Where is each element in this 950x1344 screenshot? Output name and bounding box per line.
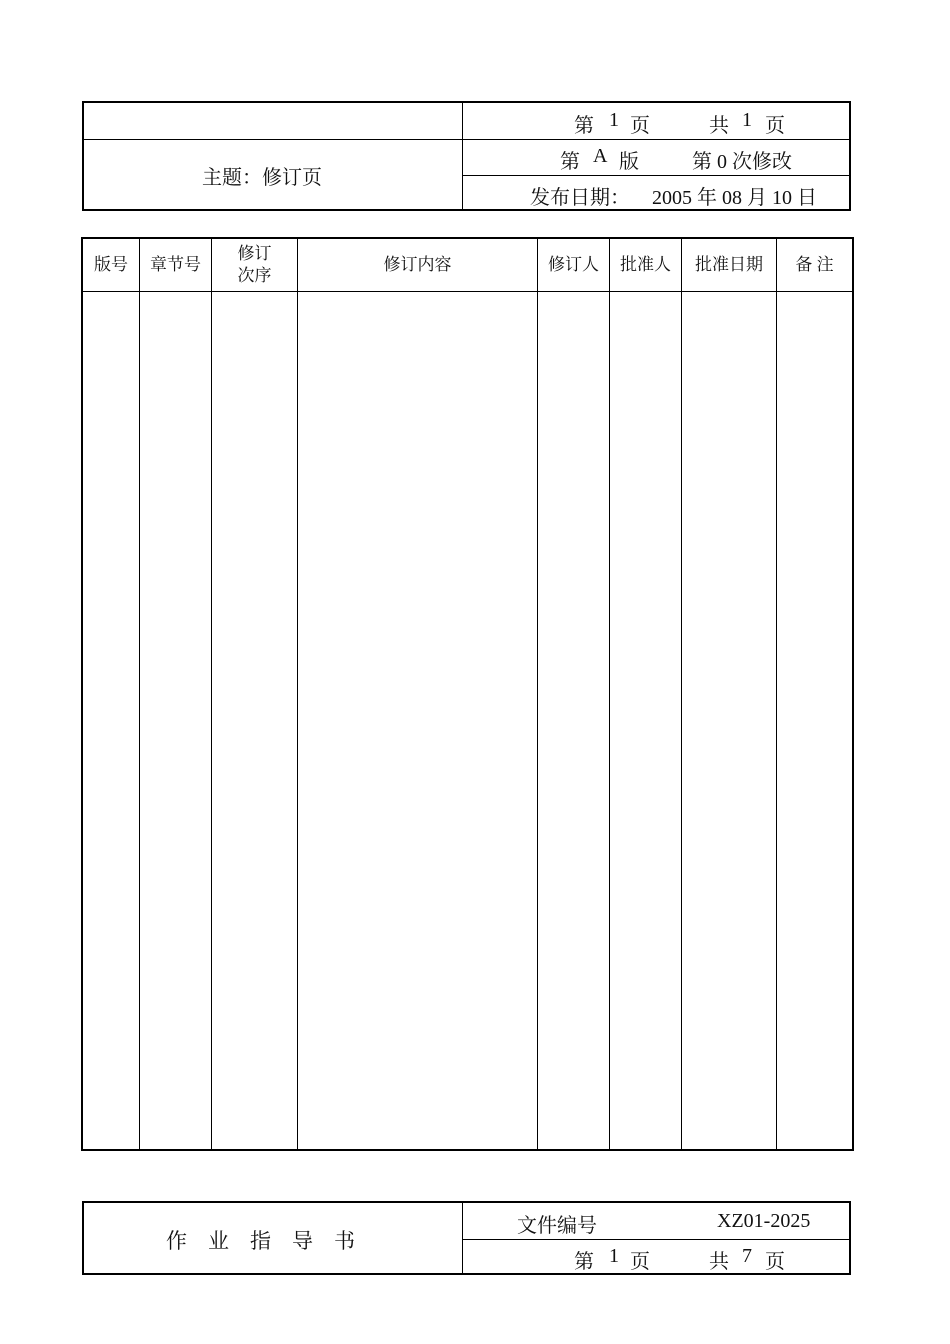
footer-total-pages: 7	[742, 1245, 752, 1267]
version-prefix: 第	[560, 151, 580, 173]
header-left-rule	[84, 139, 462, 140]
column-header-approver: 批准人	[620, 255, 671, 274]
header-total-label: 页	[765, 115, 785, 137]
footer-page-label: 页	[630, 1251, 650, 1273]
table-header-rule	[83, 291, 852, 292]
file-number-label: 文件编号	[517, 1215, 597, 1237]
version-letter: A	[593, 145, 608, 167]
footer-page-number: 1	[609, 1245, 619, 1267]
header-right-rule-1	[462, 139, 851, 140]
header-divider	[462, 103, 463, 211]
column-header-revision-content: 修订内容	[383, 255, 452, 274]
document-footer	[82, 1201, 851, 1275]
revision-count: 第 0 次修改	[692, 151, 792, 173]
column-divider	[776, 239, 777, 1149]
column-header-remarks: 备 注	[795, 255, 834, 274]
file-number: XZ01-2025	[717, 1210, 811, 1232]
document-header	[82, 101, 851, 211]
footer-right-rule	[462, 1239, 851, 1240]
header-page-label: 页	[630, 115, 650, 137]
column-header-reviser: 修订人	[548, 255, 599, 274]
column-divider	[537, 239, 538, 1149]
column-header-revision-order: 修订 次序	[237, 244, 272, 285]
column-header-approval-date: 批准日期	[695, 255, 763, 274]
column-divider	[139, 239, 140, 1149]
column-header-section-no: 章节号	[150, 255, 201, 274]
version-suffix: 版	[619, 151, 639, 173]
footer-total-prefix: 共	[709, 1251, 729, 1273]
footer-page-prefix: 第	[574, 1251, 594, 1273]
header-total-prefix: 共	[709, 115, 729, 137]
document-type-title: 作 业 指 导 书	[166, 1229, 355, 1253]
column-header-version-no: 版号	[94, 255, 128, 274]
header-right-rule-2	[462, 175, 851, 176]
column-divider	[681, 239, 682, 1149]
column-divider	[609, 239, 610, 1149]
revision-table	[81, 237, 854, 1151]
release-date: 2005 年 08 月 10 日	[652, 187, 817, 209]
column-divider	[211, 239, 212, 1149]
release-date-label: 发布日期：	[530, 187, 630, 209]
header-page-number: 1	[609, 109, 619, 131]
header-page-prefix: 第	[574, 115, 594, 137]
footer-total-label: 页	[765, 1251, 785, 1273]
subject-title: 主题：修订页	[202, 167, 322, 189]
column-divider	[297, 239, 298, 1149]
header-total-pages: 1	[742, 109, 752, 131]
